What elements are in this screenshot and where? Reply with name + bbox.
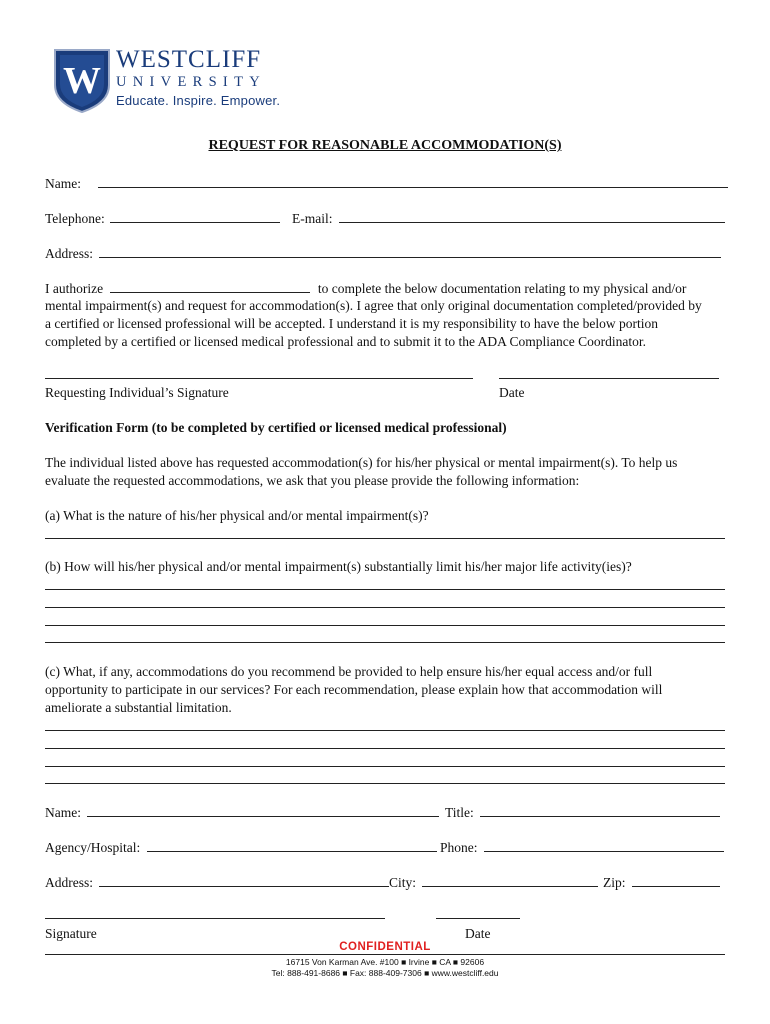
telephone-label: Telephone: — [45, 211, 105, 226]
form-title: REQUEST FOR REASONABLE ACCOMMODATION(S) — [208, 138, 562, 153]
provider-address-label: Address: — [45, 875, 93, 890]
authorized-party-blank[interactable] — [110, 279, 310, 293]
provider-phone-field[interactable] — [440, 838, 724, 857]
shield-icon — [53, 47, 111, 113]
verification-intro: evaluate the requested accommodations, we ask that you please provide the following information: — [45, 473, 580, 488]
applicant-name-field[interactable] — [45, 174, 728, 193]
signature-line[interactable] — [45, 378, 473, 379]
provider-phone-label: Phone: — [440, 840, 478, 855]
provider-city-field[interactable] — [389, 873, 598, 892]
provider-signature-label: Signature — [45, 926, 97, 941]
provider-zip-blank[interactable] — [632, 873, 720, 887]
provider-title-field[interactable] — [445, 803, 720, 822]
provider-title-blank[interactable] — [480, 803, 720, 817]
footer-divider — [45, 954, 725, 955]
verification-heading: Verification Form (to be completed by certified or licensed medical professional) — [45, 420, 507, 435]
email-label: E-mail: — [292, 211, 333, 226]
answer-line[interactable] — [45, 589, 725, 590]
provider-phone-blank[interactable] — [484, 838, 724, 852]
question-c: opportunity to participate in our services? For each recommendation, please explain how that accommodation will — [45, 682, 663, 697]
agency-blank[interactable] — [147, 838, 437, 852]
answer-line[interactable] — [45, 642, 725, 643]
name-label: Name: — [45, 176, 81, 191]
name-blank[interactable] — [98, 174, 728, 188]
provider-title-label: Title: — [445, 805, 474, 820]
date-line[interactable] — [499, 378, 719, 379]
email-blank[interactable] — [339, 209, 725, 223]
date-label: Date — [499, 385, 525, 400]
answer-line[interactable] — [45, 625, 725, 626]
answer-line[interactable] — [45, 730, 725, 731]
agency-field[interactable] — [45, 838, 437, 857]
agency-label: Agency/Hospital: — [45, 840, 141, 855]
telephone-blank[interactable] — [110, 209, 280, 223]
answer-line[interactable] — [45, 748, 725, 749]
authorize-rest: to complete the below documentation relating to my physical and/or — [317, 281, 687, 296]
provider-signature-line[interactable] — [45, 918, 385, 919]
brand-tagline: Educate. Inspire. Empower. — [116, 93, 281, 108]
provider-name-blank[interactable] — [87, 803, 439, 817]
footer-address-line: 16715 Von Karman Ave. #100 ■ Irvine ■ CA ■ 92606 — [285, 957, 485, 967]
provider-date-label: Date — [465, 926, 491, 941]
footer-contact-line: Tel: 888-491-8686 ■ Fax: 888-409-7306 ■ www.westcliff.edu — [271, 968, 499, 978]
footer-address — [0, 957, 770, 979]
authorization-line: a certified or licensed professional will be accepted. I understand it is my responsibility to have the below portion — [45, 316, 658, 331]
address-label: Address: — [45, 246, 93, 261]
answer-line[interactable] — [45, 538, 725, 539]
authorization-line: completed by a certified or licensed medical professional and to submit it to the ADA Compliance Coordinator. — [45, 334, 646, 349]
address-blank[interactable] — [99, 244, 721, 258]
question-a: (a) What is the nature of his/her physical and/or mental impairment(s)? — [45, 508, 429, 523]
authorize-lead: I authorize — [45, 281, 104, 296]
provider-city-label: City: — [389, 875, 417, 890]
brand-name: WESTCLIFF — [116, 46, 262, 73]
authorization-first-line — [45, 279, 686, 298]
provider-name-field[interactable] — [45, 803, 439, 822]
verification-intro: The individual listed above has requested accommodation(s) for his/her physical or mental impairment(s). To help us — [45, 455, 678, 470]
provider-date-line[interactable] — [436, 918, 520, 919]
applicant-telephone-field[interactable] — [45, 209, 280, 228]
question-c: ameliorate a substantial limitation. — [45, 700, 232, 715]
answer-line[interactable] — [45, 783, 725, 784]
authorization-line: mental impairment(s) and request for accommodation(s). I agree that only original documentation completed/provided by — [45, 298, 702, 313]
brand-sub: UNIVERSITY — [116, 74, 266, 90]
provider-zip-label: Zip: — [603, 875, 626, 890]
brand-text — [116, 47, 280, 109]
provider-zip-field[interactable] — [603, 873, 720, 892]
provider-name-label: Name: — [45, 805, 81, 820]
provider-address-field[interactable] — [45, 873, 389, 892]
svg-text:W: W — [63, 60, 101, 102]
provider-city-blank[interactable] — [422, 873, 598, 887]
question-b: (b) How will his/her physical and/or mental impairment(s) substantially limit his/her major life activity(ies)? — [45, 559, 632, 574]
question-c: (c) What, if any, accommodations do you recommend be provided to help ensure his/her equal access and/or full — [45, 664, 653, 679]
applicant-address-field[interactable] — [45, 244, 721, 263]
confidential-label: CONFIDENTIAL — [339, 941, 431, 953]
answer-line[interactable] — [45, 766, 725, 767]
answer-line[interactable] — [45, 607, 725, 608]
signature-label: Requesting Individual’s Signature — [45, 385, 229, 400]
applicant-email-field[interactable] — [292, 209, 725, 228]
university-logo — [53, 47, 313, 113]
provider-address-blank[interactable] — [99, 873, 389, 887]
